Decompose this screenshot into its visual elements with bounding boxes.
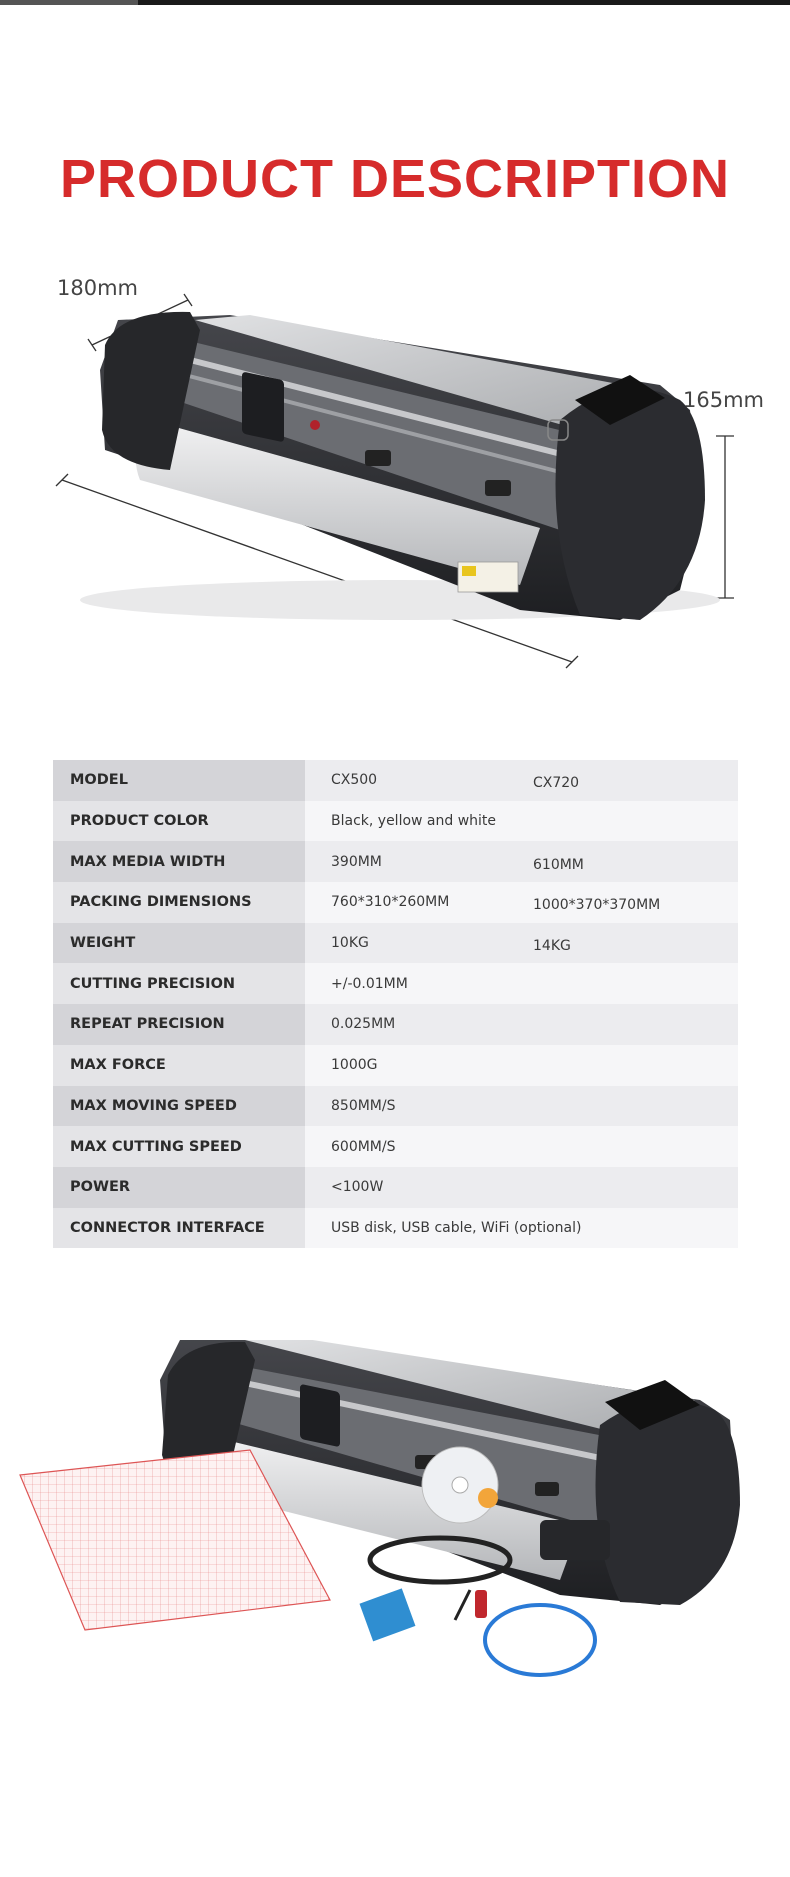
spec-label: MODEL <box>53 760 305 801</box>
table-row <box>53 882 738 923</box>
table-row <box>53 801 738 842</box>
spec-value: 760*310*260MM <box>305 882 533 923</box>
spec-value: +/-0.01MM <box>305 963 738 1004</box>
table-row <box>53 1004 738 1045</box>
spec-label: POWER <box>53 1167 305 1208</box>
spec-value: <100W <box>305 1167 738 1208</box>
spec-value: 390MM <box>305 841 533 882</box>
cutting-plotter-image <box>0 250 790 690</box>
package-contents-image <box>0 1340 790 1740</box>
table-row <box>53 1045 738 1086</box>
table-row <box>53 1208 738 1249</box>
spec-value: CX500 <box>305 760 533 801</box>
spec-value: 0.025MM <box>305 1004 738 1045</box>
spec-value: 10KG <box>305 923 533 964</box>
spec-label: PRODUCT COLOR <box>53 801 305 842</box>
height-dimension-label: 165mm <box>683 388 764 412</box>
spec-value: Black, yellow and white <box>305 801 738 842</box>
table-row <box>53 963 738 1004</box>
spec-value: 600MM/S <box>305 1126 738 1167</box>
spec-value-alt: CX720 <box>533 775 580 792</box>
table-row <box>53 923 738 964</box>
spec-value-alt: 610MM <box>533 856 584 873</box>
table-row <box>53 841 738 882</box>
table-row <box>53 1086 738 1127</box>
page-title: PRODUCT DESCRIPTION <box>59 149 731 209</box>
spec-value: USB disk, USB cable, WiFi (optional) <box>305 1208 738 1249</box>
table-row <box>53 1167 738 1208</box>
spec-label: CUTTING PRECISION <box>53 963 305 1004</box>
spec-label: MAX CUTTING SPEED <box>53 1126 305 1167</box>
spec-label: MAX MEDIA WIDTH <box>53 841 305 882</box>
spec-table <box>53 760 738 1248</box>
spec-label: WEIGHT <box>53 923 305 964</box>
spec-label: REPEAT PRECISION <box>53 1004 305 1045</box>
top-border-accent <box>0 0 138 5</box>
depth-dimension-label: 180mm <box>57 276 138 300</box>
table-row <box>53 1126 738 1167</box>
spec-label: MAX FORCE <box>53 1045 305 1086</box>
spec-label: CONNECTOR INTERFACE <box>53 1208 305 1249</box>
spec-value-alt: 1000*370*370MM <box>533 897 661 914</box>
table-row <box>53 760 738 801</box>
spec-value: 1000G <box>305 1045 738 1086</box>
spec-value-alt: 14KG <box>533 938 571 955</box>
spec-label: PACKING DIMENSIONS <box>53 882 305 923</box>
spec-value: 850MM/S <box>305 1086 738 1127</box>
spec-label: MAX MOVING SPEED <box>53 1086 305 1127</box>
